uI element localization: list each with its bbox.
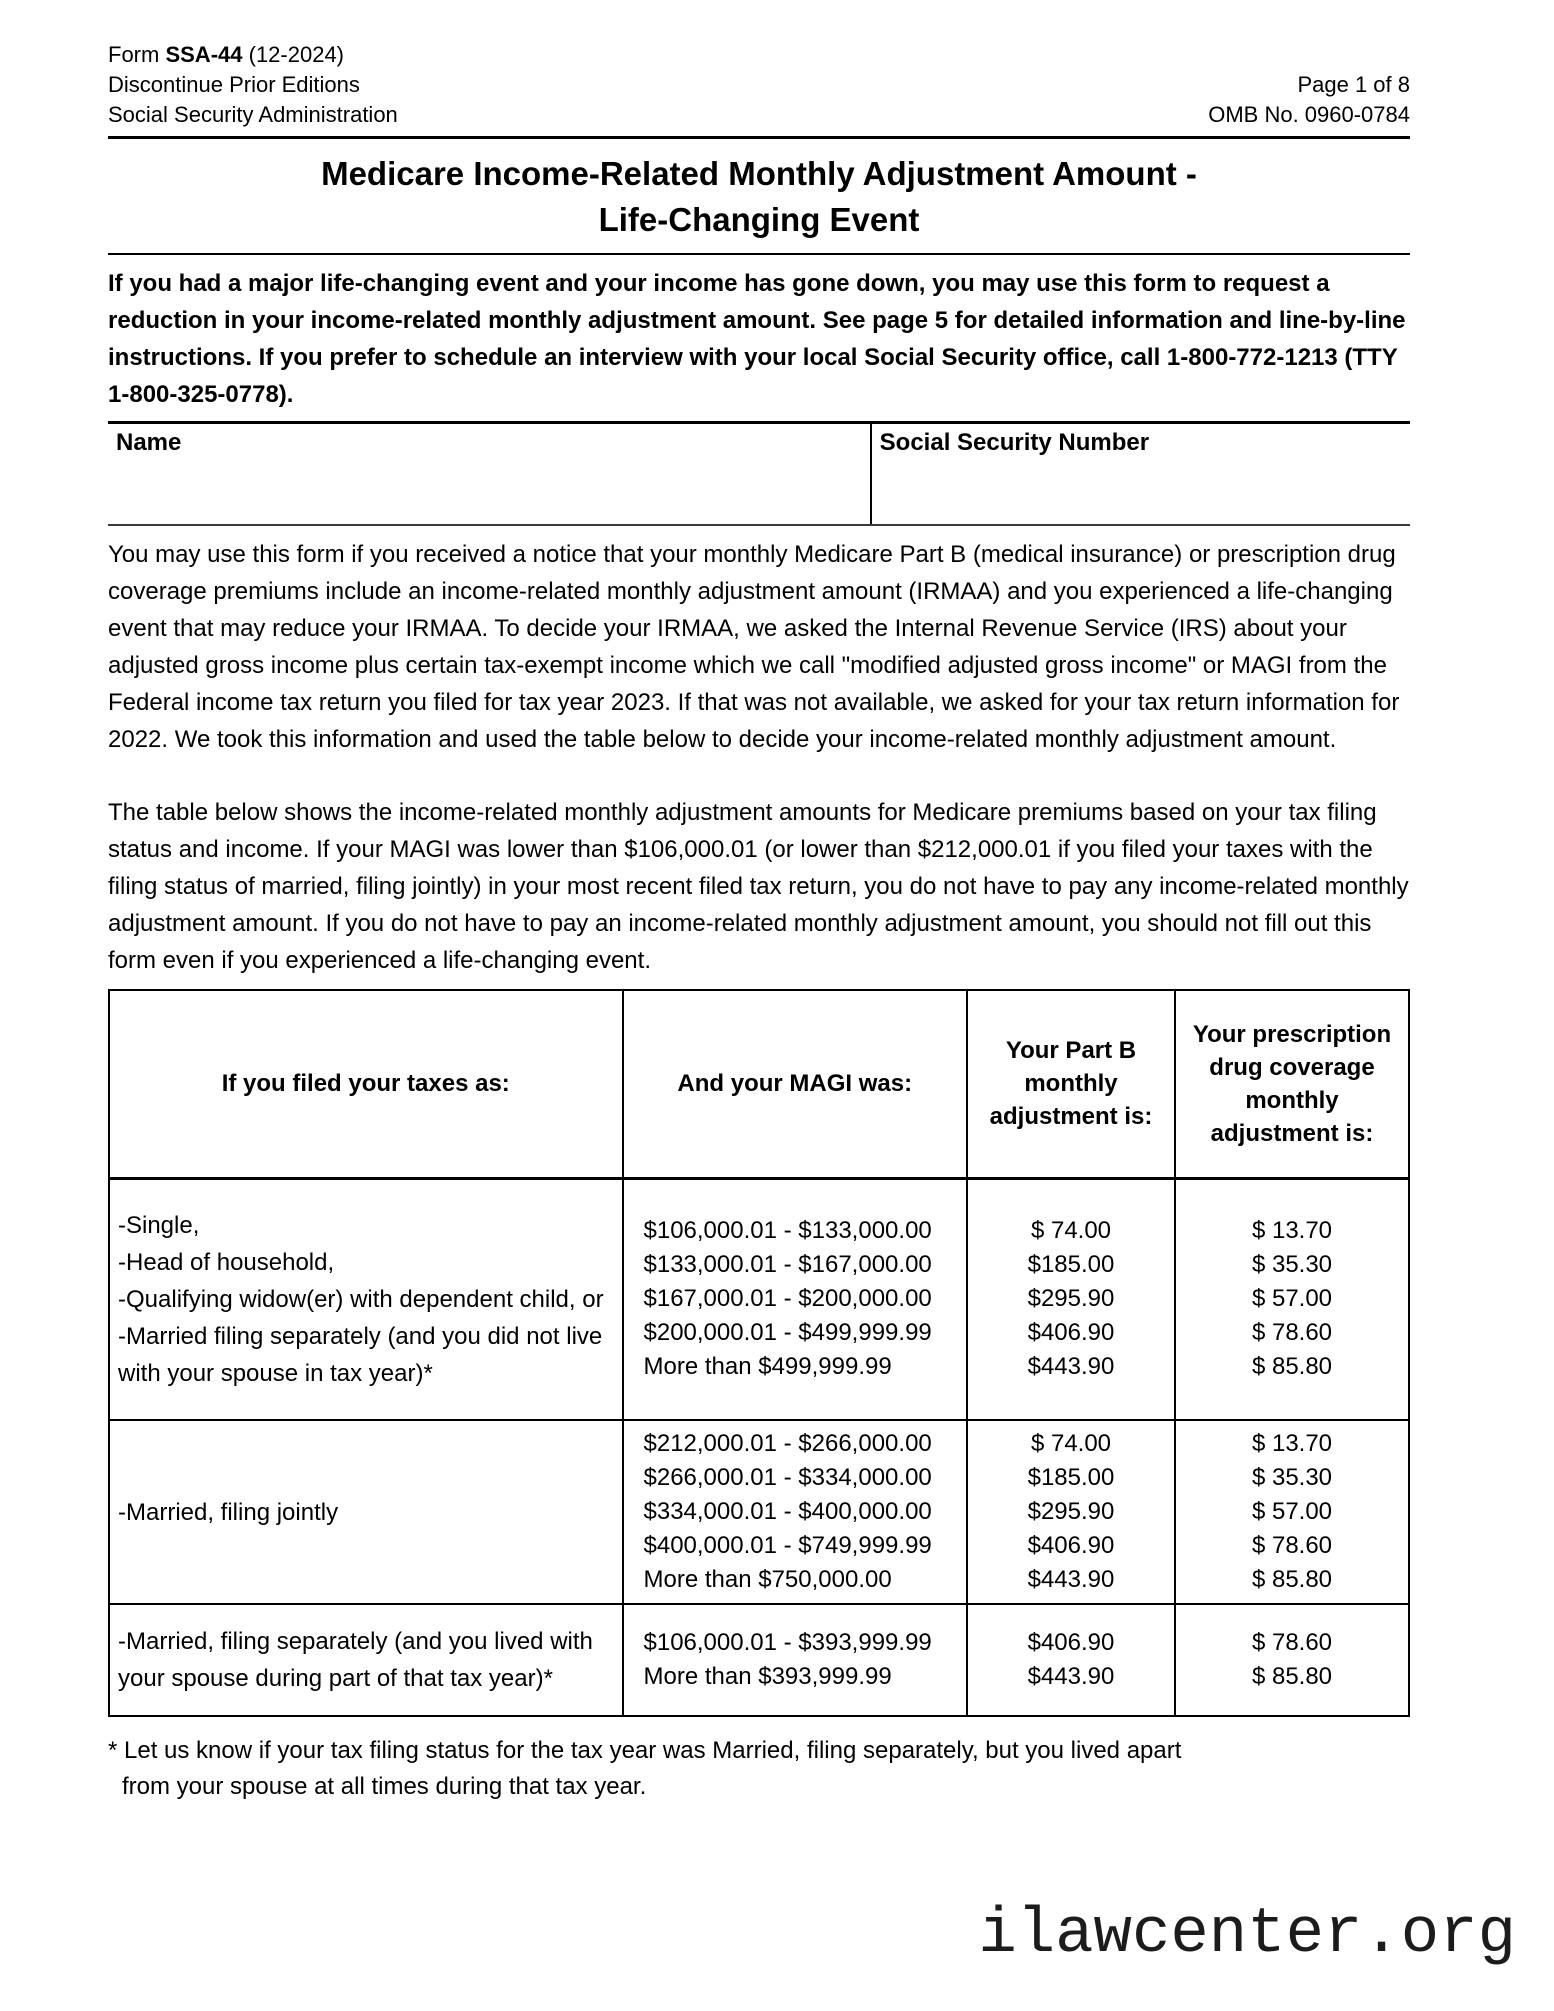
title-line-1: Medicare Income-Related Monthly Adjustment Amount - [321,155,1197,192]
filing-line: -Head of household, [118,1248,335,1276]
drug-amount: $ 35.30 [1251,1464,1333,1491]
header-left [108,40,398,130]
footnote-line-2: from your spouse at all times during that tax year. [122,1773,647,1800]
title-divider [108,253,1410,255]
filing-status-cell [109,1178,623,1420]
part-b-amount: $406.90 [1027,1532,1115,1559]
part-b-cell [967,1420,1175,1604]
drug-amount: $ 57.00 [1251,1498,1333,1525]
agency-line: Social Security Administration [108,102,398,127]
magi-range: $133,000.01 - $167,000.00 [643,1251,932,1279]
drug-cell [1175,1420,1409,1604]
drug-amount: $ 78.60 [1251,1629,1333,1656]
footnote-line-1: * Let us know if your tax filing status for the tax year was Married, filing separately, but you lived apart [108,1737,1182,1764]
form-number-line [108,40,398,70]
discontinue-line: Discontinue Prior Editions [108,72,360,97]
drug-amount: $ 78.60 [1251,1532,1333,1559]
table-header-row [109,990,1409,1178]
watermark-text: ilawcenter.org [978,1899,1516,1971]
filing-status-cell [109,1420,623,1604]
part-b-amount: $185.00 [1027,1464,1115,1491]
part-b-amount: $406.90 [1027,1319,1115,1347]
name-input[interactable] [116,458,862,520]
part-b-amount: $406.90 [1027,1629,1115,1656]
usage-paragraph: You may use this form if you received a notice that your monthly Medicare Part B (medical insurance) or prescription drug coverage premiums include an income-related monthly adjustment amount (IRMAA) and you experienced a life-changing event that may reduce your IRMAA. To decide your IRMAA, we asked the Internal Revenue Service (IRS) about your adjusted gross income plus certain tax-exempt income which we call "modified adjusted gross income" or MAGI from the Federal income tax return you filed for tax year 2023. If that was not available, we asked for your tax return information for 2022. We took this information and used the table below to decide your income-related monthly adjustment amount. [108,541,1400,753]
footnote [108,1733,1410,1805]
ssn-cell [870,424,1410,524]
page-number: Page 1 of 8 [1297,72,1410,97]
part-b-amount: $ 74.00 [1030,1217,1112,1245]
table-row [109,1420,1409,1604]
header-filed-taxes: If you filed your taxes as: [109,990,623,1178]
header-part-b: Your Part B monthly adjustment is: [967,990,1175,1178]
drug-cell [1175,1178,1409,1420]
magi-range: $200,000.01 - $499,999.99 [643,1319,932,1347]
filing-line: -Married, filing separately (and you lived with your spouse during part of that tax year)* [118,1628,593,1692]
identity-box [108,421,1410,526]
table-row [109,1604,1409,1716]
part-b-cell [967,1178,1175,1420]
ssn-label: Social Security Number [879,429,1150,456]
name-cell [108,424,870,524]
drug-amount: $ 35.30 [1251,1251,1333,1279]
magi-range: More than $499,999.99 [643,1353,892,1381]
part-b-amount: $443.90 [1027,1353,1115,1381]
filing-line: -Single, [118,1211,200,1239]
part-b-amount: $295.90 [1027,1498,1115,1525]
page-title [108,151,1410,243]
form-number: SSA-44 [165,42,243,67]
magi-range: $167,000.01 - $200,000.00 [643,1285,932,1313]
ssn-input[interactable] [880,458,1402,520]
part-b-cell [967,1604,1175,1716]
drug-amount: $ 78.60 [1251,1319,1333,1347]
magi-range: $212,000.01 - $266,000.00 [643,1430,932,1457]
filing-line: -Married, filing jointly [118,1498,339,1526]
magi-range: $106,000.01 - $393,999.99 [643,1629,932,1656]
magi-range: $400,000.01 - $749,999.99 [643,1532,932,1559]
form-word: Form [108,42,166,67]
drug-amount: $ 13.70 [1251,1430,1333,1457]
filing-status-cell [109,1604,623,1716]
drug-amount: $ 57.00 [1251,1285,1333,1313]
name-label: Name [116,429,182,456]
magi-cell [623,1604,968,1716]
magi-cell [623,1178,968,1420]
drug-amount: $ 13.70 [1251,1217,1333,1245]
drug-cell [1175,1604,1409,1716]
filing-line: -Married filing separately (and you did not live with your spouse in tax year)* [118,1322,603,1387]
drug-amount: $ 85.80 [1251,1663,1333,1690]
magi-range: More than $393,999.99 [643,1663,892,1690]
header-drug-coverage: Your prescription drug coverage monthly adjustment is: [1175,990,1409,1178]
header-magi: And your MAGI was: [623,990,968,1178]
part-b-amount: $185.00 [1027,1251,1115,1279]
part-b-amount: $443.90 [1027,1566,1115,1593]
part-b-amount: $443.90 [1027,1663,1115,1690]
form-edition: (12-2024) [242,42,345,67]
intro-paragraph: If you had a major life-changing event and your income has gone down, you may use this form to request a reduction in your income-related monthly adjustment amount. See page 5 for detailed information and line-by-line instructions. If you prefer to schedule an interview with your local Social Security office, call 1-800-772-1213 (TTY 1-800-325-0778). [108,270,1406,408]
filing-line: -Qualifying widow(er) with dependent child, or [118,1285,604,1313]
omb-number: OMB No. 0960-0784 [1208,102,1410,127]
part-b-amount: $ 74.00 [1030,1430,1112,1457]
magi-range: $266,000.01 - $334,000.00 [643,1464,932,1491]
drug-amount: $ 85.80 [1251,1566,1333,1593]
page-header [108,40,1410,139]
title-line-2: Life-Changing Event [598,201,920,238]
drug-amount: $ 85.80 [1251,1353,1333,1381]
table-explanation-paragraph: The table below shows the income-related monthly adjustment amounts for Medicare premiums based on your tax filing status and income. If your MAGI was lower than $106,000.01 (or lower than $212,000.01 if you filed your taxes with the filing status of married, filing jointly) in your most recent filed tax return, you do not have to pay any income-related monthly adjustment amount. If you do not have to pay an income-related monthly adjustment amount, you should not fill out this form even if you experienced a life-changing event. [108,799,1409,974]
header-right [1208,70,1410,130]
table-row [109,1178,1409,1420]
part-b-amount: $295.90 [1027,1285,1115,1313]
magi-range: $106,000.01 - $133,000.00 [643,1217,932,1245]
magi-range: More than $750,000.00 [643,1566,892,1593]
magi-range: $334,000.01 - $400,000.00 [643,1498,932,1525]
irmaa-table [108,989,1410,1717]
magi-cell [623,1420,968,1604]
